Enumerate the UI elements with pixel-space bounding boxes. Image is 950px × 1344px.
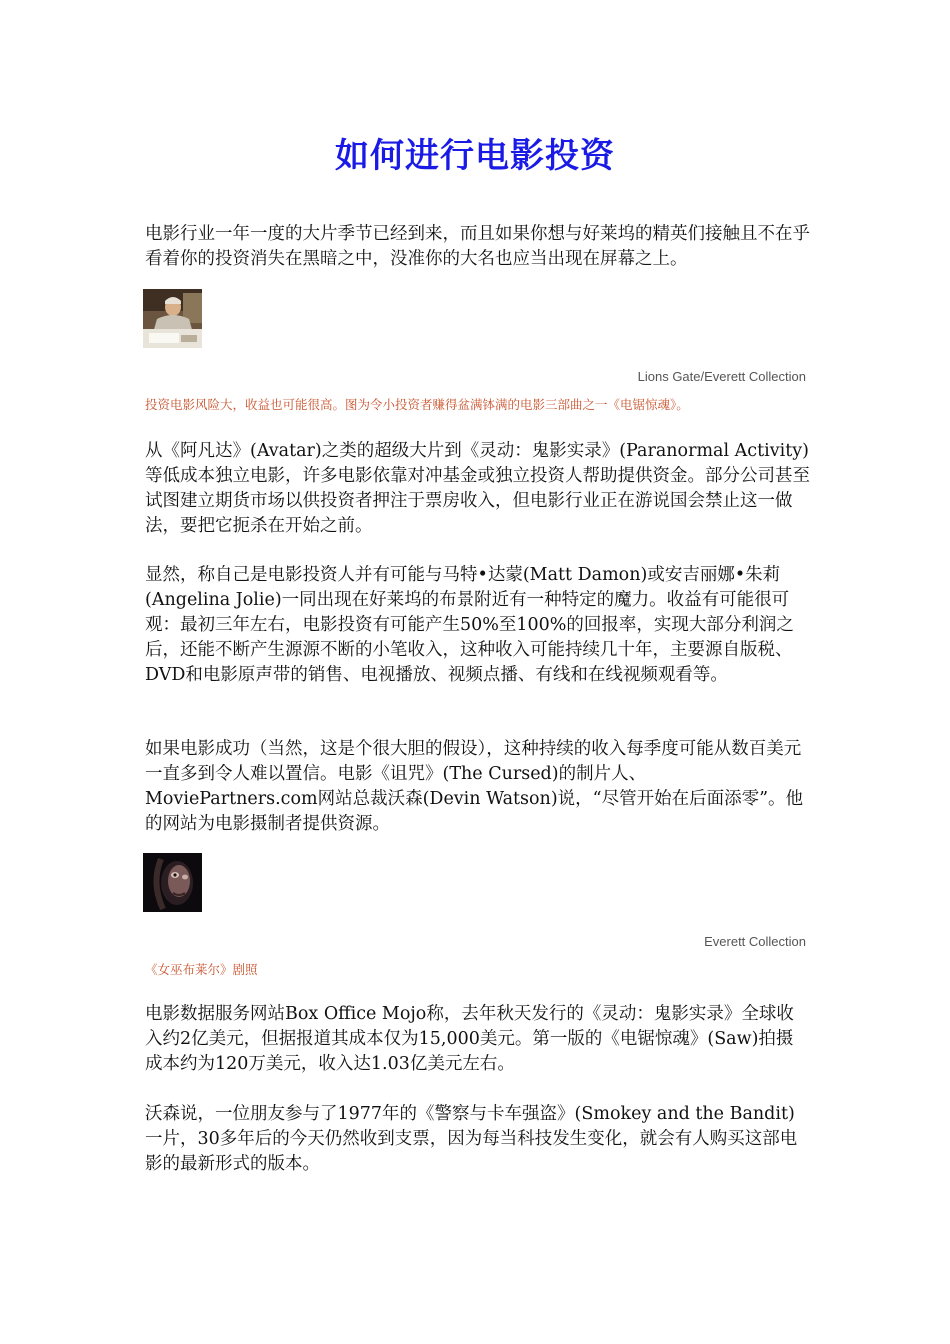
- intro-paragraph: 电影行业一年一度的大片季节已经到来，而且如果你想与好莱坞的精英们接触且不在乎看着你的投资消失在黑暗之中，没准你的大名也应当出现在屏幕之上。: [145, 224, 810, 269]
- photo-caption: 投资电影风险大，收益也可能很高。图为令小投资者赚得盆满钵满的电影三部曲之一《电锯惊魂》。: [145, 397, 689, 412]
- photo-caption: 《女巫布莱尔》剧照: [145, 962, 258, 977]
- body-paragraph: 显然，称自己是电影投资人并有可能与马特•达蒙(Matt Damon)或安吉丽娜•朱莉(Angelina Jolie)一同出现在好莱坞的布景附近有一种特定的魔力。收益有可能很可观：最初三年左右，电影投资有可能产生50%至100%的回报率，实现大部分利润之后，还能不断产生源源不断的小笔收入，这种收入可能持续几十年，主要源自版税、DVD和电影原声带的销售、电视播放、视频点播、有线和在线视频观看等。: [145, 565, 794, 685]
- man-at-desk-photo: [143, 289, 202, 348]
- body-paragraph: 电影数据服务网站Box Office Mojo称，去年秋天发行的《灵动：鬼影实录》全球收入约2亿美元，但据报道其成本仅为15,000美元。第一版的《电锯惊魂》(Saw)拍摄成本约为120万美元，收入达1.03亿美元左右。: [145, 1004, 794, 1074]
- frightened-face-photo: [143, 853, 202, 912]
- body-paragraph: 如果电影成功（当然，这是个很大胆的假设），这种持续的收入每季度可能从数百美元一直多到令人难以置信。电影《诅咒》(The Cursed)的制片人、MoviePartners.com网站总裁沃森(Devin Watson)说，“尽管开始在后面添零”。他的网站为电影摄制者提供资源。: [145, 739, 804, 834]
- photo-credit: Lions Gate/Everett Collection: [637, 369, 806, 384]
- body-paragraph: 沃森说，一位朋友参与了1977年的《警察与卡车强盗》(Smokey and the Bandit)一片，30多年后的今天仍然收到支票，因为每当科技发生变化，就会有人购买这部电影的最新形式的版本。: [145, 1104, 798, 1174]
- body-paragraph: 从《阿凡达》(Avatar)之类的超级大片到《灵动：鬼影实录》(Paranormal Activity)等低成本独立电影，许多电影依靠对冲基金或独立投资人帮助提供资金。部分公司甚至试图建立期货市场以供投资者押注于票房收入，但电影行业正在游说国会禁止这一做法，要把它扼杀在开始之前。: [145, 441, 810, 536]
- photo-credit: Everett Collection: [704, 934, 806, 949]
- article-title: 如何进行电影投资: [335, 136, 615, 176]
